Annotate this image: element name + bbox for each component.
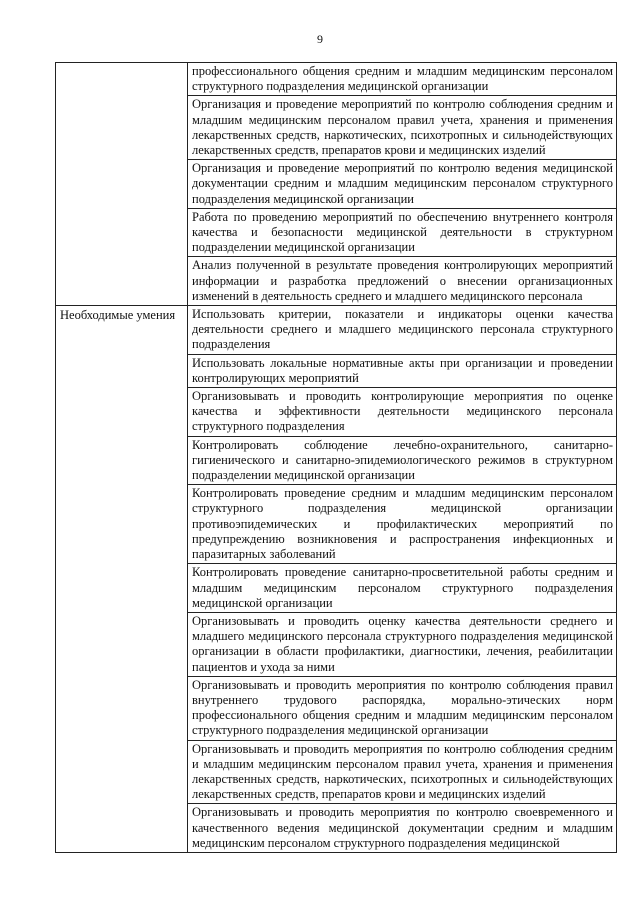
list-item: Организация и проведение мероприятий по контролю соблюдения средним и младшим медицинским персоналом правил учета, хранения и применения лекарственных средств, наркотических, психотропных и сильнодействующих лекарственных средств, препаратов крови и медицинских изделий [188,95,616,159]
section-label [56,63,187,65]
list-item: Анализ полученной в результате проведения контролирующих мероприятий информации и разработка предложений о внесении организационных изменений в деятельность среднего и младшего медицинского персонала [188,256,616,305]
list-item: Использовать критерии, показатели и индикаторы оценки качества деятельности среднего и младшего медицинского персонала структурного подразделения [192,307,613,352]
list-item: Контролировать проведение средним и младшим медицинским персоналом структурного подразделения медицинской организации противоэпидемических и профилактических мероприятий по предупреждению возникновения и распространения инфекционных и паразитарных заболеваний [188,484,616,563]
requirements-table [55,62,617,853]
section-label: Необходимые умения [60,308,176,323]
list-item: Контролировать проведение санитарно-просветительной работы средним и младшим медицинским персоналом структурного подразделения медицинской организации [188,563,616,612]
section-items-cell [188,63,617,306]
section-label-cell [56,306,188,853]
list-item: Организовывать и проводить контролирующие мероприятия по оценке качества и эффективности деятельности медицинского персонала структурного подразделения [188,387,616,436]
section-label-cell [56,63,188,306]
section-items-cell [188,306,617,853]
list-item: Работа по проведению мероприятий по обеспечению внутреннего контроля качества и безопасности медицинской деятельности в структурном подразделении медицинской организации [188,208,616,257]
list-item: Использовать локальные нормативные акты при организации и проведении контролирующих мероприятий [188,354,616,387]
table-row-actions [56,63,617,306]
list-item: Контролировать соблюдение лечебно-охранительного, санитарно-гигиенического и санитарно-эпидемиологического режимов в структурном подразделении медицинской организации [188,436,616,485]
list-item: Организовывать и проводить мероприятия по контролю своевременного и качественного ведения медицинской документации средним и младшим медицинским персоналом структурного подразделения медицинской [188,803,616,852]
list-item: Организовывать и проводить оценку качества деятельности среднего и младшего медицинского персонала структурного подразделения медицинской организации в области профилактики, диагностики, лечения, реабилитации пациентов и ухода за ними [188,612,616,676]
page-number: 9 [317,32,323,46]
list-item: Организация и проведение мероприятий по контролю ведения медицинской документации средним и младшим медицинским персоналом структурного подразделения медицинской организации [188,159,616,208]
list-item: Организовывать и проводить мероприятия по контролю соблюдения средним и младшим медицинским персоналом правил учета, хранения и применения лекарственных средств, наркотических, психотропных и сильнодействующих лекарственных средств, препаратов крови и медицинских изделий [188,740,616,804]
list-item: профессионального общения средним и младшим медицинским персоналом структурного подразделения медицинской организации [192,64,613,94]
table-row-skills [56,306,617,853]
list-item: Организовывать и проводить мероприятия по контролю соблюдения правил внутреннего трудового распорядка, морально-этических норм профессионального общения средним и младшим медицинским персоналом структурного подразделения медицинской организации [188,676,616,740]
